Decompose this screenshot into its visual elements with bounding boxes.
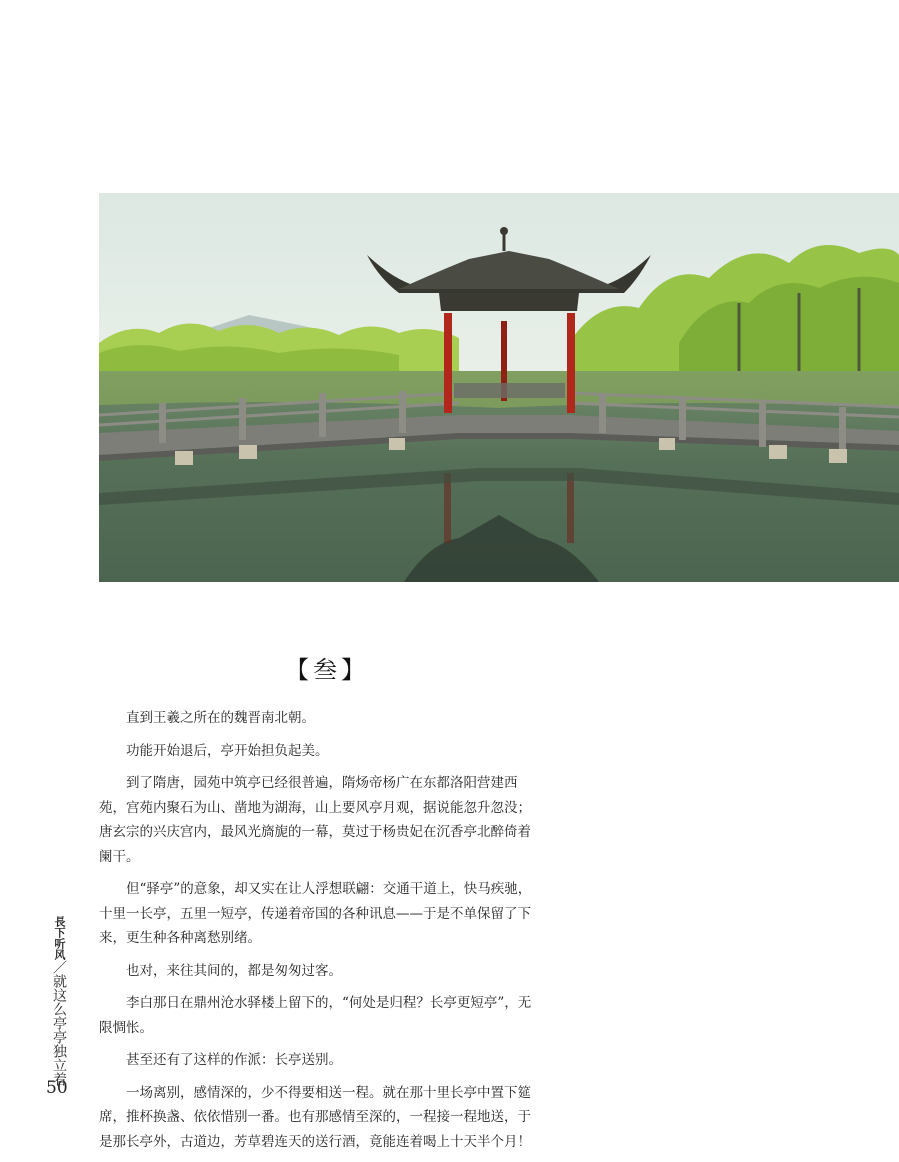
paragraph: 到了隋唐，园苑中筑亭已经很普遍，隋炀帝杨广在东都洛阳营建西苑，宫苑内聚石为山、凿地为湖海，山上要风亭月观，据说能忽升忽没；唐玄宗的兴庆宫内，最风光旖旎的一幕，莫过于杨贵妃在沉香亭北醉倚着阑干。: [99, 775, 531, 865]
paragraph: 也对，来往其间的，都是匆匆过客。: [126, 962, 342, 979]
paragraph: 功能开始退后，亭开始担负起美。: [126, 742, 329, 759]
body-text: [99, 706, 541, 1162]
paragraph: 直到王羲之所在的魏晋南北朝。: [126, 710, 315, 726]
page-number: 50: [46, 1078, 68, 1098]
running-head: [50, 916, 68, 1086]
running-head-chapter: 就这么亭亭独立着: [51, 974, 67, 1086]
pavilion-lake-photo: [99, 193, 899, 582]
paragraph: 李白那日在鼎州沧水驿楼上留下的，“何处是归程？长亭更短亭”，无限惆怅。: [99, 995, 532, 1036]
running-head-series: 長下听风: [53, 916, 66, 960]
section-title: 【叁】: [285, 656, 369, 684]
paragraph: 甚至还有了这样的作派：长亭送别。: [126, 1052, 342, 1068]
paragraph: 一场离别，感情深的，少不得要相送一程。就在那十里长亭中置下筵席，推杯换盏、依依惜别一番。也有那感情至深的，一程接一程地送，于是那长亭外，古道边，芳草碧连天的送行酒，竟能连着喝上十天半个月！: [99, 1084, 531, 1150]
paragraph: 但“驿亭”的意象，却又实在让人浮想联翩：交通干道上，快马疾驰，十里一长亭，五里一短亭，传递着帝国的各种讯息——于是不单保留了下来，更生种各种离愁别绪。: [99, 881, 532, 946]
running-head-separator: ／: [51, 960, 67, 974]
